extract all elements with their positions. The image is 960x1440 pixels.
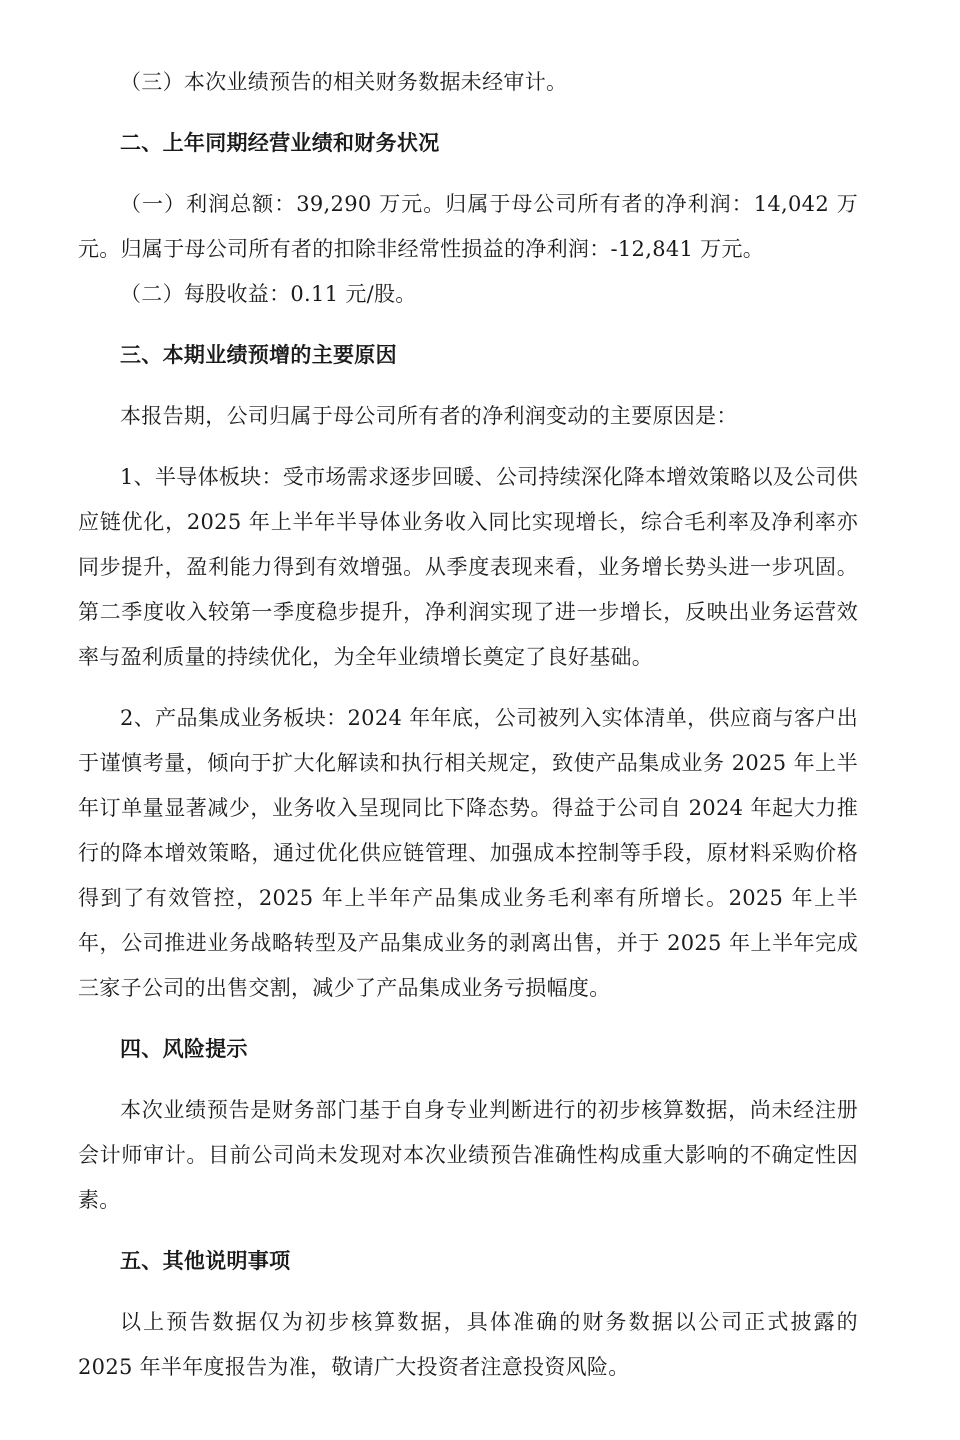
- risk-paragraph: 本次业绩预告是财务部门基于自身专业判断进行的初步核算数据，尚未经注册会计师审计。目前公司尚未发现对本次业绩预告准确性构成重大影响的不确定性因素。: [78, 1098, 858, 1212]
- section-heading-risk: 四、风险提示: [120, 1037, 248, 1061]
- audit-note-paragraph: （三）本次业绩预告的相关财务数据未经审计。: [120, 70, 568, 94]
- prior-year-eps-paragraph: （二）每股收益：0.11 元/股。: [120, 282, 417, 306]
- section-heading-reasons: 三、本期业绩预增的主要原因: [120, 343, 397, 367]
- prior-year-profit-paragraph: （一）利润总额：39,290 万元。归属于母公司所有者的净利润：14,042 万元。归属于母公司所有者的扣除非经常性损益的净利润：-12,841 万元。: [78, 192, 858, 261]
- other-notes-paragraph: 以上预告数据仅为初步核算数据，具体准确的财务数据以公司正式披露的 2025 年半年度报告为准，敬请广大投资者注意投资风险。: [78, 1310, 858, 1379]
- reasons-intro-paragraph: 本报告期，公司归属于母公司所有者的净利润变动的主要原因是：: [120, 404, 738, 428]
- section-heading-prior-year: 二、上年同期经营业绩和财务状况: [120, 131, 440, 155]
- semiconductor-reason-paragraph: 1、半导体板块：受市场需求逐步回暖、公司持续深化降本增效策略以及公司供应链优化，2025 年上半年半导体业务收入同比实现增长，综合毛利率及净利率亦同步提升，盈利能力得到有效增强。从季度表现来看，业务增长势头进一步巩固。第二季度收入较第一季度稳步提升，净利润实现了进一步增长，反映出业务运营效率与盈利质量的持续优化，为全年业绩增长奠定了良好基础。: [78, 465, 858, 669]
- product-integration-reason-paragraph: 2、产品集成业务板块：2024 年年底，公司被列入实体清单，供应商与客户出于谨慎考量，倾向于扩大化解读和执行相关规定，致使产品集成业务 2025 年上半年订单量显著减少，业务收入呈现同比下降态势。得益于公司自 2024 年起大力推行的降本增效策略，通过优化供应链管理、加强成本控制等手段，原材料采购价格得到了有效管控，2025 年上半年产品集成业务毛利率有所增长。2025 年上半年，公司推进业务战略转型及产品集成业务的剥离出售，并于 2025 年上半年完成三家子公司的出售交割，减少了产品集成业务亏损幅度。: [78, 706, 858, 1000]
- document-body: [78, 60, 858, 1390]
- section-heading-other: 五、其他说明事项: [120, 1249, 291, 1273]
